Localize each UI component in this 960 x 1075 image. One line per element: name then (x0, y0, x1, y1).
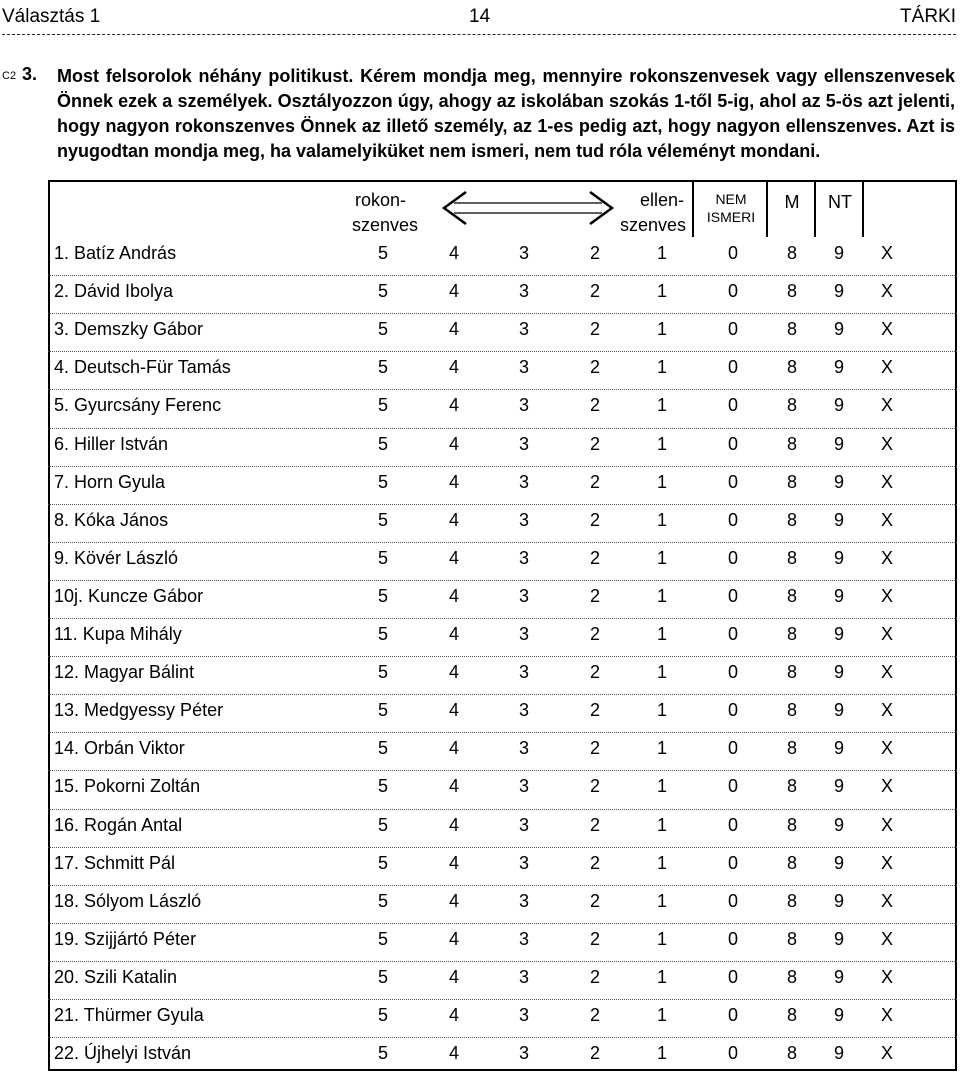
politician-name: 12. Magyar Bálint (54, 662, 195, 683)
response-code-5[interactable]: 5 (377, 585, 388, 606)
response-code-4[interactable]: 4 (448, 357, 459, 378)
response-code-8[interactable]: 8 (786, 624, 797, 644)
response-code-2[interactable]: 2 (589, 738, 600, 759)
response-code-5[interactable]: 5 (377, 624, 388, 644)
response-code-9[interactable]: 9 (833, 624, 844, 644)
response-code-1[interactable]: 1 (656, 357, 667, 378)
response-code-4[interactable]: 4 (448, 471, 459, 492)
column-separator-nt (814, 181, 816, 237)
response-code-9[interactable]: 9 (833, 585, 844, 606)
politician-row (0, 618, 960, 656)
response-code-9[interactable]: 9 (833, 890, 844, 911)
response-code-2[interactable]: 2 (589, 547, 600, 568)
response-code-3[interactable]: 3 (518, 662, 529, 683)
politician-row (0, 885, 960, 923)
response-code-3[interactable]: 3 (518, 471, 529, 492)
politician-row (0, 389, 960, 427)
response-code-1[interactable]: 1 (656, 1043, 667, 1064)
response-code-9[interactable]: 9 (833, 852, 844, 873)
politician-row (0, 847, 960, 885)
response-code-x[interactable]: X (880, 738, 893, 759)
response-code-x[interactable]: X (880, 585, 893, 606)
response-code-8[interactable]: 8 (786, 471, 797, 492)
politician-row (0, 237, 960, 275)
response-code-x[interactable]: X (880, 814, 893, 835)
response-code-4[interactable]: 4 (448, 966, 459, 987)
response-code-5[interactable]: 5 (377, 471, 388, 492)
response-code-0[interactable]: 0 (727, 395, 738, 416)
response-code-3[interactable]: 3 (518, 357, 529, 378)
response-code-1[interactable]: 1 (656, 966, 667, 987)
response-code-3[interactable]: 3 (518, 433, 529, 454)
column-label-ellen-2: szenves (620, 215, 687, 235)
response-code-1[interactable]: 1 (656, 738, 667, 759)
response-code-x[interactable]: X (880, 471, 893, 492)
response-code-0[interactable]: 0 (727, 471, 738, 492)
response-code-2[interactable]: 2 (589, 585, 600, 606)
response-code-9[interactable]: 9 (833, 738, 844, 759)
response-code-4[interactable]: 4 (448, 547, 459, 568)
response-code-x[interactable]: X (880, 395, 893, 416)
response-code-0[interactable]: 0 (727, 281, 738, 302)
column-label-ellen: ellen- (640, 190, 685, 210)
column-separator-nem (692, 181, 694, 237)
response-code-8[interactable]: 8 (786, 1005, 797, 1025)
response-code-9[interactable]: 9 (833, 662, 844, 683)
response-code-x[interactable]: X (880, 700, 893, 721)
response-code-0[interactable]: 0 (727, 814, 738, 835)
response-code-5[interactable]: 5 (377, 395, 388, 416)
politician-row (0, 351, 960, 389)
response-code-1[interactable]: 1 (656, 471, 667, 492)
response-code-1[interactable]: 1 (656, 1005, 667, 1025)
response-code-1[interactable]: 1 (656, 395, 667, 416)
response-code-9[interactable]: 9 (833, 776, 844, 797)
politician-row (0, 732, 960, 770)
response-code-3[interactable]: 3 (518, 585, 529, 606)
response-code-2[interactable]: 2 (589, 281, 600, 302)
politician-name: 2. Dávid Ibolya (54, 281, 174, 302)
response-code-5[interactable]: 5 (377, 433, 388, 454)
politician-name: 13. Medgyessy Péter (54, 700, 224, 721)
response-code-0[interactable]: 0 (727, 776, 738, 797)
response-code-8[interactable]: 8 (786, 243, 797, 263)
response-code-x[interactable]: X (880, 547, 893, 568)
response-code-4[interactable]: 4 (448, 928, 459, 949)
response-code-3[interactable]: 3 (518, 395, 529, 416)
response-code-9[interactable]: 9 (833, 509, 844, 530)
response-code-x[interactable]: X (880, 281, 893, 302)
response-code-9[interactable]: 9 (833, 547, 844, 568)
column-label-nem: NEM (715, 191, 747, 207)
column-separator-m (766, 181, 768, 237)
response-code-2[interactable]: 2 (589, 1043, 600, 1064)
politician-name: 11. Kupa Mihály (54, 624, 182, 644)
response-code-2[interactable]: 2 (589, 928, 600, 949)
response-code-3[interactable]: 3 (518, 1005, 529, 1025)
response-code-3[interactable]: 3 (518, 319, 529, 340)
response-code-0[interactable]: 0 (727, 928, 738, 949)
response-code-2[interactable]: 2 (589, 357, 600, 378)
response-code-9[interactable]: 9 (833, 471, 844, 492)
response-code-5[interactable]: 5 (377, 1005, 388, 1025)
response-code-5[interactable]: 5 (377, 1043, 388, 1064)
response-code-x[interactable]: X (880, 243, 893, 263)
response-code-3[interactable]: 3 (518, 547, 529, 568)
politician-row (0, 961, 960, 999)
politician-row (0, 580, 960, 618)
politician-name: 4. Deutsch-Für Tamás (54, 357, 231, 378)
column-label-nt: NT (828, 192, 852, 212)
response-code-8[interactable]: 8 (786, 890, 797, 911)
response-code-5[interactable]: 5 (377, 966, 388, 987)
response-code-1[interactable]: 1 (656, 319, 667, 340)
response-code-2[interactable]: 2 (589, 890, 600, 911)
response-code-5[interactable]: 5 (377, 243, 388, 263)
politician-row (0, 428, 960, 466)
response-code-x[interactable]: X (880, 1043, 893, 1064)
response-code-4[interactable]: 4 (448, 1043, 459, 1064)
response-code-9[interactable]: 9 (833, 281, 844, 302)
response-code-3[interactable]: 3 (518, 281, 529, 302)
politician-row (0, 1037, 960, 1075)
response-code-5[interactable]: 5 (377, 928, 388, 949)
response-code-4[interactable]: 4 (448, 738, 459, 759)
politician-row (0, 542, 960, 580)
response-code-4[interactable]: 4 (448, 890, 459, 911)
response-code-9[interactable]: 9 (833, 433, 844, 454)
politician-name: 9. Kövér László (54, 547, 179, 568)
header-survey-title: Választás 1 (2, 6, 101, 27)
response-code-x[interactable]: X (880, 776, 893, 797)
response-code-8[interactable]: 8 (786, 433, 797, 454)
response-code-2[interactable]: 2 (589, 243, 600, 263)
response-code-8[interactable]: 8 (786, 852, 797, 873)
response-code-2[interactable]: 2 (589, 852, 600, 873)
column-label-rokon-2: szenves (352, 215, 419, 235)
response-code-1[interactable]: 1 (656, 281, 667, 302)
response-code-8[interactable]: 8 (786, 357, 797, 378)
response-code-1[interactable]: 1 (656, 433, 667, 454)
politician-row (0, 656, 960, 694)
response-code-5[interactable]: 5 (377, 547, 388, 568)
response-code-9[interactable]: 9 (833, 357, 844, 378)
response-code-3[interactable]: 3 (518, 624, 529, 644)
response-code-5[interactable]: 5 (377, 776, 388, 797)
politician-name: 7. Horn Gyula (54, 471, 166, 492)
response-code-5[interactable]: 5 (377, 852, 388, 873)
response-code-9[interactable]: 9 (833, 928, 844, 949)
response-code-x[interactable]: X (880, 319, 893, 340)
politician-row (0, 466, 960, 504)
response-code-3[interactable]: 3 (518, 814, 529, 835)
response-code-x[interactable]: X (880, 624, 893, 644)
politician-name: 16. Rogán Antal (54, 814, 183, 835)
response-code-8[interactable]: 8 (786, 585, 797, 606)
response-code-5[interactable]: 5 (377, 738, 388, 759)
response-code-1[interactable]: 1 (656, 852, 667, 873)
response-code-2[interactable]: 2 (589, 776, 600, 797)
response-code-8[interactable]: 8 (786, 738, 797, 759)
politician-row (0, 809, 960, 847)
response-code-2[interactable]: 2 (589, 471, 600, 492)
politician-name: 6. Hiller István (54, 433, 169, 454)
response-code-4[interactable]: 4 (448, 585, 459, 606)
response-code-4[interactable]: 4 (448, 433, 459, 454)
response-code-5[interactable]: 5 (377, 700, 388, 721)
response-code-1[interactable]: 1 (656, 814, 667, 835)
response-code-0[interactable]: 0 (727, 1043, 738, 1064)
response-code-9[interactable]: 9 (833, 1005, 844, 1025)
response-code-8[interactable]: 8 (786, 776, 797, 797)
response-code-8[interactable]: 8 (786, 281, 797, 302)
response-code-8[interactable]: 8 (786, 966, 797, 987)
response-code-4[interactable]: 4 (448, 814, 459, 835)
response-code-8[interactable]: 8 (786, 814, 797, 835)
response-code-4[interactable]: 4 (448, 852, 459, 873)
politician-name: 3. Demszky Gábor (54, 319, 204, 340)
response-code-4[interactable]: 4 (448, 509, 459, 530)
response-code-8[interactable]: 8 (786, 700, 797, 721)
response-code-0[interactable]: 0 (727, 433, 738, 454)
response-code-5[interactable]: 5 (377, 509, 388, 530)
question-code: C2 (2, 70, 17, 82)
politician-row (0, 313, 960, 351)
column-separator-right (862, 181, 864, 237)
response-code-1[interactable]: 1 (656, 585, 667, 606)
response-code-2[interactable]: 2 (589, 433, 600, 454)
response-code-2[interactable]: 2 (589, 966, 600, 987)
response-code-x[interactable]: X (880, 966, 893, 987)
response-code-4[interactable]: 4 (448, 281, 459, 302)
response-code-4[interactable]: 4 (448, 624, 459, 644)
response-code-0[interactable]: 0 (727, 738, 738, 759)
response-code-4[interactable]: 4 (448, 395, 459, 416)
response-code-3[interactable]: 3 (518, 738, 529, 759)
response-code-3[interactable]: 3 (518, 852, 529, 873)
response-code-2[interactable]: 2 (589, 624, 600, 644)
response-code-5[interactable]: 5 (377, 357, 388, 378)
politician-name: 18. Sólyom László (54, 890, 202, 911)
response-code-9[interactable]: 9 (833, 243, 844, 263)
politician-name: 15. Pokorni Zoltán (54, 776, 201, 797)
response-code-1[interactable]: 1 (656, 624, 667, 644)
response-code-0[interactable]: 0 (727, 700, 738, 721)
response-code-9[interactable]: 9 (833, 319, 844, 340)
politician-row (0, 694, 960, 732)
response-code-2[interactable]: 2 (589, 395, 600, 416)
politician-name: 17. Schmitt Pál (54, 852, 176, 873)
response-code-8[interactable]: 8 (786, 319, 797, 340)
response-code-2[interactable]: 2 (589, 662, 600, 683)
response-code-5[interactable]: 5 (377, 890, 388, 911)
response-code-2[interactable]: 2 (589, 1005, 600, 1025)
question-number: 3. (22, 64, 38, 84)
response-code-5[interactable]: 5 (377, 662, 388, 683)
response-code-4[interactable]: 4 (448, 1005, 459, 1025)
response-code-0[interactable]: 0 (727, 852, 738, 873)
response-code-8[interactable]: 8 (786, 547, 797, 568)
response-code-1[interactable]: 1 (656, 547, 667, 568)
response-code-3[interactable]: 3 (518, 1043, 529, 1064)
response-code-x[interactable]: X (880, 662, 893, 683)
politician-row (0, 504, 960, 542)
response-code-1[interactable]: 1 (656, 700, 667, 721)
response-code-8[interactable]: 8 (786, 395, 797, 416)
politician-row (0, 999, 960, 1037)
response-code-3[interactable]: 3 (518, 509, 529, 530)
header-organization: TÁRKI (900, 6, 956, 27)
response-code-2[interactable]: 2 (589, 509, 600, 530)
response-code-0[interactable]: 0 (727, 966, 738, 987)
response-code-5[interactable]: 5 (377, 281, 388, 302)
response-code-9[interactable]: 9 (833, 814, 844, 835)
response-code-0[interactable]: 0 (727, 585, 738, 606)
response-code-8[interactable]: 8 (786, 1043, 797, 1064)
column-label-ismeri: ISMERI (706, 209, 756, 225)
response-code-0[interactable]: 0 (727, 319, 738, 340)
response-code-3[interactable]: 3 (518, 700, 529, 721)
politician-name: 5. Gyurcsány Ferenc (54, 395, 222, 416)
response-code-8[interactable]: 8 (786, 928, 797, 949)
response-code-8[interactable]: 8 (786, 509, 797, 530)
response-code-1[interactable]: 1 (656, 662, 667, 683)
question-text: Most felsorolok néhány politikust. Kérem mondja meg, mennyire rokonszenvesek vagy ellenszenvesek Önnek ezek a személyek. Osztályozzon úgy, ahogy az iskolában szokás 1-től 5-ig, ahol az 5-ös azt jelenti, hogy nagyon rokonszenves Önnek az illető személy, az 1-es pedig azt, hogy nagyon ellenszenves. Azt is nyugodtan mondja meg, ha valamelyiküket nem ismeri, nem tud róla véleményt mondani. (57, 66, 955, 161)
response-code-x[interactable]: X (880, 928, 893, 949)
response-code-2[interactable]: 2 (589, 700, 600, 721)
politician-row (0, 923, 960, 961)
response-code-1[interactable]: 1 (656, 776, 667, 797)
page-number: 14 (469, 6, 491, 27)
response-code-8[interactable]: 8 (786, 662, 797, 683)
response-code-9[interactable]: 9 (833, 1043, 844, 1064)
response-code-x[interactable]: X (880, 890, 893, 911)
response-code-0[interactable]: 0 (727, 509, 738, 530)
politician-name: 10j. Kuncze Gábor (54, 585, 204, 606)
response-code-1[interactable]: 1 (656, 890, 667, 911)
response-code-4[interactable]: 4 (448, 662, 459, 683)
response-code-x[interactable]: X (880, 1005, 893, 1025)
response-code-3[interactable]: 3 (518, 890, 529, 911)
response-code-x[interactable]: X (880, 433, 893, 454)
politician-name: 21. Thürmer Gyula (54, 1005, 204, 1025)
response-code-0[interactable]: 0 (727, 1005, 738, 1025)
politician-row (0, 770, 960, 808)
response-code-2[interactable]: 2 (589, 814, 600, 835)
response-code-0[interactable]: 0 (727, 662, 738, 683)
page-header (0, 0, 960, 40)
response-code-9[interactable]: 9 (833, 395, 844, 416)
response-code-2[interactable]: 2 (589, 319, 600, 340)
response-code-1[interactable]: 1 (656, 509, 667, 530)
response-code-1[interactable]: 1 (656, 928, 667, 949)
response-code-0[interactable]: 0 (727, 624, 738, 644)
response-code-3[interactable]: 3 (518, 243, 529, 263)
response-code-0[interactable]: 0 (727, 890, 738, 911)
politician-name: 8. Kóka János (54, 509, 169, 530)
response-code-4[interactable]: 4 (448, 319, 459, 340)
response-code-4[interactable]: 4 (448, 700, 459, 721)
response-code-4[interactable]: 4 (448, 776, 459, 797)
response-code-3[interactable]: 3 (518, 928, 529, 949)
politician-row (0, 275, 960, 313)
response-code-9[interactable]: 9 (833, 966, 844, 987)
response-code-0[interactable]: 0 (727, 243, 738, 263)
response-code-1[interactable]: 1 (656, 243, 667, 263)
scale-arrow-icon (440, 188, 616, 228)
column-label-rokon: rokon- (355, 190, 407, 210)
column-label-m: M (784, 192, 800, 212)
politician-name: 20. Szili Katalin (54, 966, 178, 987)
response-code-9[interactable]: 9 (833, 700, 844, 721)
response-code-5[interactable]: 5 (377, 814, 388, 835)
politician-name: 1. Batíz András (54, 243, 177, 263)
politician-name: 19. Szijjártó Péter (54, 928, 197, 949)
politician-name: 14. Orbán Viktor (54, 738, 185, 759)
response-code-0[interactable]: 0 (727, 547, 738, 568)
response-code-3[interactable]: 3 (518, 776, 529, 797)
response-code-x[interactable]: X (880, 357, 893, 378)
response-code-5[interactable]: 5 (377, 319, 388, 340)
response-code-x[interactable]: X (880, 509, 893, 530)
response-code-3[interactable]: 3 (518, 966, 529, 987)
response-code-0[interactable]: 0 (727, 357, 738, 378)
response-code-4[interactable]: 4 (448, 243, 459, 263)
response-code-x[interactable]: X (880, 852, 893, 873)
header-divider (2, 34, 956, 35)
politician-name: 22. Újhelyi István (54, 1043, 192, 1064)
